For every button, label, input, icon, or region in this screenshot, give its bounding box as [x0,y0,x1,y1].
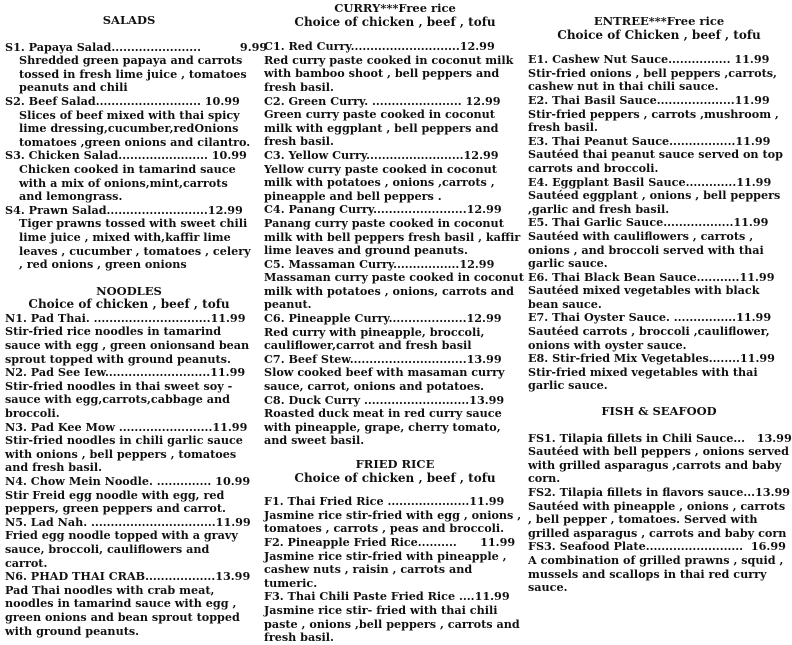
salads-header [5,14,253,28]
menu-item [528,311,790,352]
menu-item [264,203,526,257]
menu-item-desc: Sautéed carrots , broccoli ,cauliflower, onions with oyster sauce. [528,324,770,352]
menu-item [264,353,526,394]
menu-item-line: N1. Pad Thai. ..............................11.99 [5,310,246,325]
menu-item-line: E4. Eggplant Basil Sauce.............11.99 [528,174,772,189]
menu-item [528,432,790,486]
menu-item-desc: Stir Freid egg noodle with egg, red peppers, green peppers and carrot. [5,487,226,516]
menu-item [264,495,526,536]
menu-item [528,53,790,94]
menu-item-desc: Sautéed with pineapple , onions , carrots , bell pepper , tomatoes. Served with grilled asparagus , carrots and baby corn [528,498,787,540]
menu-item-desc: Jasmine rice stir-fried with egg , onions , tomatoes , carrots , peas and broccoli. [264,507,522,536]
menu-item-desc: Slices of beef mixed with thai spicy lime dressing,cucumber,redOnions tomatoes ,green onions and cilantro. [19,107,251,149]
menu-item-desc: Massaman curry paste cooked in coconut milk with potatoes , onions, carrots and peanut. [264,270,524,312]
seafood-header [528,405,790,419]
menu-item-line: C1. Red Curry............................12.99 [264,39,495,54]
menu-item-desc: Jasmine rice stir- fried with thai chili paste , onions ,bell peppers , carrots and fresh basil. [264,602,520,645]
menu-item-line: E2. Thai Basil Sauce....................11.99 [528,92,770,107]
menu-item-desc: Tiger prawns tossed with sweet chili lime juice , mixed with,kaffir lime leaves , cucumber , tomatoes , celery , red onions , green onions [19,216,251,272]
menu-item [264,149,526,203]
menu-item-line: C4. Panang Curry........................12.99 [264,202,502,217]
menu-item [5,421,253,475]
menu-item-line: C5. Massaman Curry.................12.99 [264,256,495,271]
menu-item [5,475,253,516]
menu-item-line: S4. Prawn Salad..........................12.99 [5,202,243,217]
menu-item [528,176,790,217]
noodles-header [5,285,253,312]
menu-item-desc: Sautéed thai peanut sauce served on top carrots and broccoli. [528,147,783,175]
menu-item-line: FS2. Tilapia fillets in flavors sauce...13.99 [528,485,791,499]
menu-item-desc: Stir-fried onions , bell peppers ,carrots, cashew nut in thai chili sauce. [528,65,777,94]
menu-item-line: E5. Thai Garlic Sauce..................11.99 [528,215,769,230]
menu-item-line: N3. Pad Kee Mow ........................11.99 [5,419,248,434]
menu-item-desc: Red curry paste cooked in coconut milk with bamboo shoot , bell peppers and fresh basil. [264,52,514,94]
menu-item-line: S2. Beef Salad........................... 10.99 [5,93,240,108]
menu-item-line: E8. Stir-fried Mix Vegetables........11.99 [528,351,775,366]
menu-item [5,204,253,272]
fried-rice-list [264,495,526,645]
column-middle [264,0,526,645]
menu-item [264,95,526,149]
menu-item-desc: Jasmine rice stir-fried with pineapple , cashew nuts , raisin , carrots and tumeric. [264,548,507,590]
menu-item-line: N4. Chow Mein Noodle. .............. 10.99 [5,474,251,488]
menu-item [528,486,790,540]
section-subtitle: Choice of Chicken , beef , tofu [557,27,761,42]
menu-item-line: C7. Beef Stew..............................13.99 [264,351,502,366]
menu-item [264,536,526,590]
menu-item [5,149,253,203]
menu-item-desc: Stir-fried peppers , carrots ,mushroom , fresh basil. [528,106,779,135]
menu-item [528,540,790,594]
menu-item-desc: Stir-fried noodles in chili garlic sauce with onions , bell peppers , tomatoes and fresh basil. [5,433,243,475]
section-title: SALADS [102,13,156,27]
section-title: CURRY***Free rice [334,1,456,15]
column-right [528,0,790,595]
menu-item [5,312,253,366]
menu-item [264,312,526,353]
menu-item-desc: Sautéed mixed vegetables with black bean sauce. [528,283,760,311]
menu-item-desc: A combination of grilled prawns , squid , mussels and scallops in thai red curry sauce. [528,552,784,595]
menu-item [5,570,253,638]
section-title: ENTREE***Free rice [593,14,725,28]
menu-item-line: E3. Thai Peanut Sauce.................11.99 [528,133,771,148]
menu-item-line: S1. Papaya Salad....................... 9.99 [5,39,268,54]
menu-item-line: C8. Duck Curry ...........................13.99 [264,392,505,407]
menu-item-line: C6. Pineapple Curry....................12.99 [264,311,502,326]
section-title: FRIED RICE [355,457,435,471]
menu-item-desc: Stir-fried mixed vegetables with thai garlic sauce. [528,364,758,393]
menu-item-line: E1. Cashew Nut Sauce................ 11.99 [528,52,770,67]
section-subtitle: Choice of chicken , beef , tofu [294,14,496,29]
menu-item-desc: Yellow curry paste cooked in coconut milk with potatoes , onions ,carrots , pineapple and bell peppers . [264,161,497,203]
menu-item-line: FS1. Tilapia fillets in Chili Sauce... 13.99 [528,430,792,445]
section-subtitle: Choice of chicken , beef , tofu [28,297,230,312]
section-title: FISH & SEAFOOD [601,404,717,419]
menu-item-line: C2. Green Curry. ....................... 12.99 [264,93,501,108]
menu-item [5,95,253,149]
menu-item-line: F3. Thai Chili Paste Fried Rice ....11.99 [264,589,510,604]
menu-item-line: F1. Thai Fried Rice .....................11.99 [264,494,505,509]
menu-item-line: E6. Thai Black Bean Sauce...........11.99 [528,269,775,284]
menu-item [5,516,253,570]
menu-item [264,590,526,644]
menu-item-line: N2. Pad See Iew...........................11.99 [5,365,246,380]
menu-item-desc: Sautéed with bell peppers , onions served with grilled asparagus ,carrots and baby corn. [528,444,789,486]
menu-item-desc: Fried egg noodle topped with a gravy sauce, broccoli, cauliflowers and carrot. [5,528,238,570]
noodles-list [5,312,253,638]
column-left [5,0,268,638]
menu-item-desc: Stir-fried rice noodles in tamarind sauce with egg , green onionsand bean sprout topped with ground peanuts. [5,324,250,366]
menu-item-line: N6. PHAD THAI CRAB..................13.99 [5,569,251,584]
menu-item-line: E7. Thai Oyster Sauce. ................11.99 [528,310,772,325]
menu-item-desc: Slow cooked beef with masaman curry sauce, carrot, onions and potatoes. [264,365,505,394]
menu-item [264,40,526,94]
menu-item [528,135,790,176]
menu-item-desc: Roasted duck meat in red curry sauce with pineapple, grape, cherry tomato, and sweet basil. [264,406,502,448]
menu-item-desc: Stir-fried noodles in thai sweet soy - sauce with egg,carrots,cabbage and broccoli. [5,378,233,421]
menu-item [5,39,268,95]
seafood-list [528,432,790,595]
menu-item [528,352,790,393]
menu-item-line: F2. Pineapple Fried Rice.......... 11.99 [264,534,516,549]
menu-item [264,394,526,448]
menu-item-desc: Panang curry paste cooked in coconut milk with bell peppers fresh basil , kaffir lime leaves and ground peanuts. [264,215,521,258]
curry-list [264,40,526,448]
menu-item-desc: Green curry paste cooked in coconut milk with eggplant , bell peppers and fresh basil. [264,107,499,149]
curry-header [264,2,526,29]
menu-item-desc: Sautéed with cauliflowers , carrots , onions , and broccoli served with thai garlic sauce. [528,228,764,271]
menu-item-desc: Chicken cooked in tamarind sauce with a mix of onions,mint,carrots and lemongrass. [19,161,236,204]
entree-header [528,15,790,42]
menu-item [5,366,253,420]
menu-item-desc: Pad Thai noodles with crab meat, noodles in tamarind sauce with egg , green onions and bean sprout topped with ground peanuts. [5,582,240,638]
section-title: NOODLES [96,283,162,298]
menu-item-line: C3. Yellow Curry.........................12.99 [264,147,499,162]
menu-item-desc: Red curry with pineapple, broccoli, cauliflower,carrot and fresh basil [264,324,485,353]
menu-item [528,271,790,312]
menu-item-desc: Shredded green papaya and carrots tossed in fresh lime juice , tomatoes peanuts and chili [19,53,247,95]
menu-item [264,258,526,312]
entree-list [528,53,790,393]
menu-item-line: S3. Chicken Salad....................... 10.99 [5,148,247,163]
menu-item [528,94,790,135]
menu-item-desc: Sautéed eggplant , onions , bell peppers ,garlic and fresh basil. [528,188,781,216]
menu-item [528,216,790,270]
fried-rice-header [264,458,526,485]
menu-item-line: FS3. Seafood Plate......................... 16.99 [528,539,786,554]
section-subtitle: Choice of chicken , beef , tofu [294,470,496,485]
menu-item-line: N5. Lad Nah. ................................11.99 [5,514,251,529]
salads-list [5,39,268,272]
